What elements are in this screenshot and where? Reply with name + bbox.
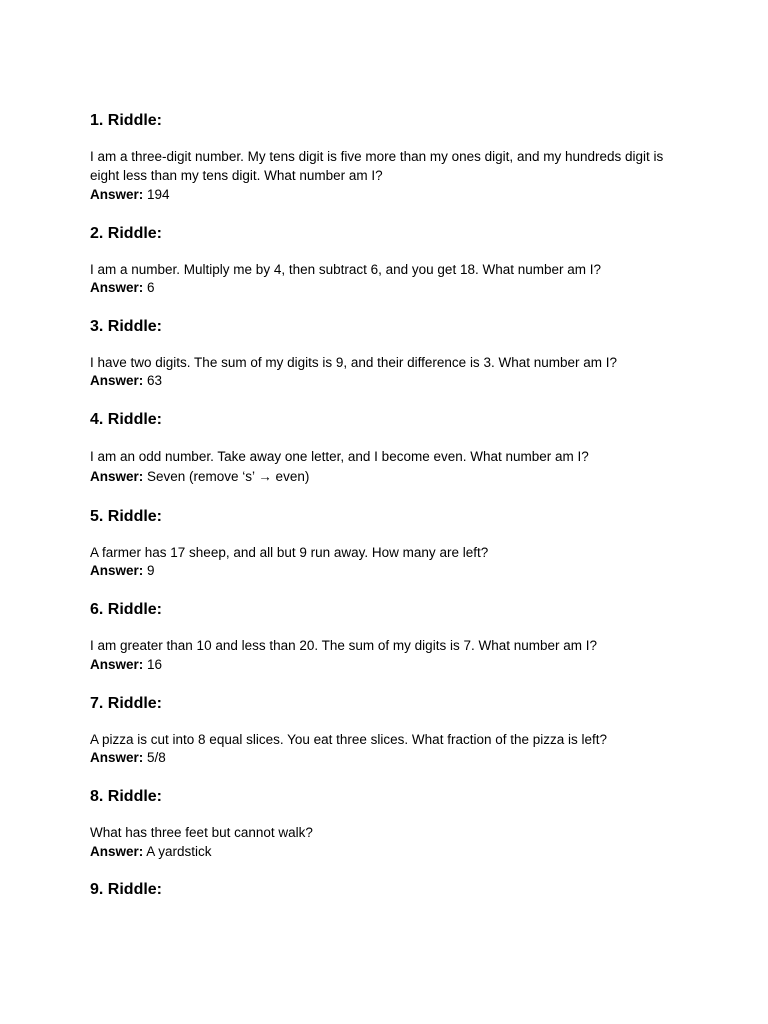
answer-label: Answer: [90,469,144,484]
answer-label: Answer: [90,844,144,859]
answer-value: A yardstick [143,844,212,859]
riddle-3-question: I have two digits. The sum of my digits is 9, and their difference is 3. What number am I? [90,355,617,370]
riddle-7-heading: 7. Riddle: [90,695,163,712]
riddle-8-answer [90,842,212,861]
answer-label: Answer: [90,187,144,202]
answer-value: 194 [143,187,170,202]
answer-value: 6 [143,280,155,295]
answer-value: 16 [143,657,163,672]
riddle-2-question: I am a number. Multiply me by 4, then subtract 6, and you get 18. What number am I? [90,262,602,277]
riddle-2-heading: 2. Riddle: [90,225,163,242]
riddle-4-answer [90,467,309,486]
riddle-5-heading: 5. Riddle: [90,508,163,525]
riddle-6-question: I am greater than 10 and less than 20. The sum of my digits is 7. What number am I? [90,638,598,653]
riddle-5-answer [90,561,155,580]
answer-label: Answer: [90,750,144,765]
riddle-3-answer [90,371,162,390]
riddle-1-question: I am a three-digit number. My tens digit is five more than my ones digit, and my hundreds digit is eight less than my tens digit. What number am I? [90,149,664,183]
riddle-4-heading: 4. Riddle: [90,411,163,428]
riddle-2-answer [90,278,155,297]
answer-value: 9 [143,563,155,578]
riddle-1-answer [90,185,170,204]
riddle-7-answer [90,748,166,767]
riddle-9-heading: 9. Riddle: [90,881,163,898]
riddle-3-heading: 3. Riddle: [90,318,163,335]
answer-label: Answer: [90,280,144,295]
answer-label: Answer: [90,657,144,672]
riddle-8-question: What has three feet but cannot walk? [90,825,313,840]
riddle-4-question: I am an odd number. Take away one letter, and I become even. What number am I? [90,449,589,464]
answer-value: 63 [143,373,163,388]
riddle-7-question: A pizza is cut into 8 equal slices. You eat three slices. What fraction of the pizza is left? [90,732,608,747]
answer-label: Answer: [90,563,144,578]
riddle-6-heading: 6. Riddle: [90,601,163,618]
answer-value: 5/8 [143,750,166,765]
answer-value: Seven (remove ‘s’ → even) [143,469,310,484]
answer-label: Answer: [90,373,144,388]
riddle-1-heading: 1. Riddle: [90,112,163,129]
riddle-6-answer [90,655,162,674]
riddle-5-question: A farmer has 17 sheep, and all but 9 run away. How many are left? [90,545,489,560]
riddle-8-heading: 8. Riddle: [90,788,163,805]
